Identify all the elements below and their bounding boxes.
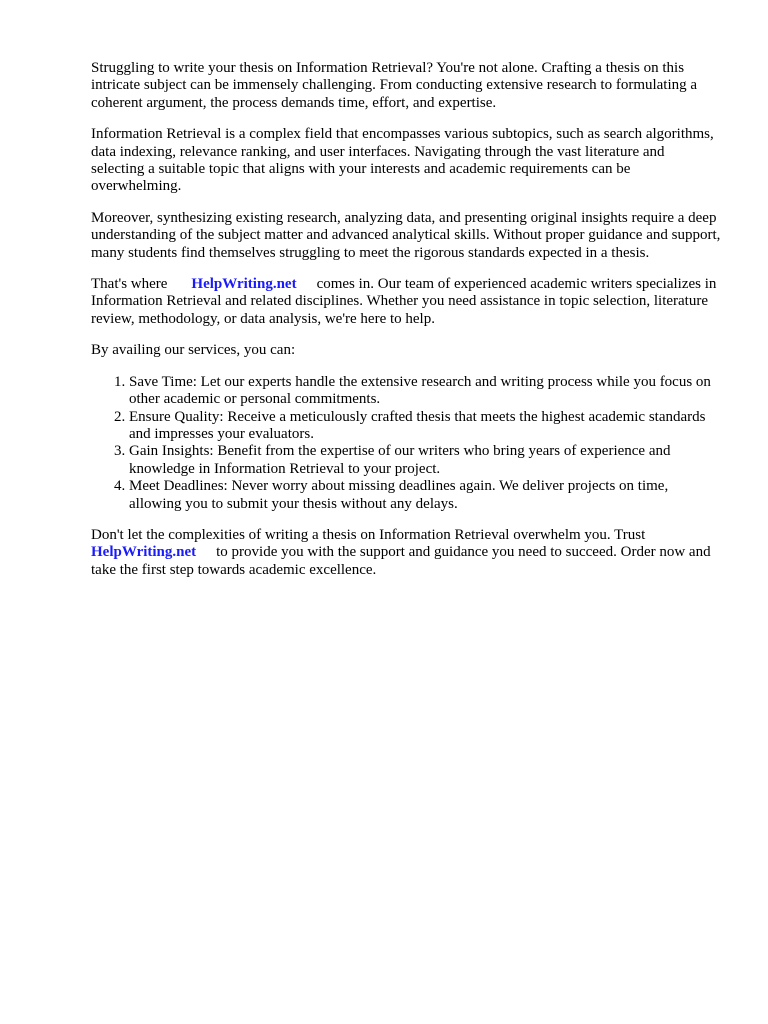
closing-text-before-link: Don't let the complexities of writing a thesis on Information Retrieval overwhelm you. Trust <box>91 526 646 543</box>
paragraph-struggling: Struggling to write your thesis on Information Retrieval? You're not alone. Crafting a thesis on this intricate subject can be immensely challenging. From conducting extensive research to formulating a coherent argument, the process demands time, effort, and expertise. <box>91 60 698 111</box>
paragraph-challenges: Moreover, synthesizing existing research, analyzing data, and presenting original insights require a deep understanding of the subject matter and advanced analytical skills. Without proper guidance and support, many students find themselves struggling to meet the rigorous standards expected in a thesis. <box>91 209 721 261</box>
helpwriting-link-closing[interactable]: HelpWriting.net <box>91 544 197 561</box>
paragraph-field-overview: Information Retrieval is a complex field that encompasses various subtopics, such as search algorithms, data indexing, relevance ranking, and user interfaces. Navigating through the vast literature and selecting a suitable topic that aligns with your interests and academic requirements can be overwhelming. <box>91 126 714 195</box>
benefit-item-gain-insights: 3. Gain Insights: Benefit from the expertise of our writers who bring years of experience and knowledge in Information Retrieval to your project. <box>129 443 721 478</box>
list-intro: By availing our services, you can: <box>91 342 296 359</box>
benefit-item-ensure-quality: 2. Ensure Quality: Receive a meticulously crafted thesis that meets the highest academic standards and impresses your evaluators. <box>129 409 721 444</box>
paragraph-closing <box>91 527 721 579</box>
closing-text-after-link: to provide you with the support and guidance you need to succeed. Order now and take the first step towards academic excellence. <box>91 544 711 578</box>
intro-text-before-link: That's where <box>91 276 168 293</box>
helpwriting-link[interactable]: HelpWriting.net <box>191 276 297 293</box>
benefit-item-save-time: 1. Save Time: Let our experts handle the extensive research and writing process while you focus on other academic or personal commitments. <box>129 374 721 409</box>
benefits-list <box>91 374 721 513</box>
intro-text-after-link: comes in. Our team of experienced academic writers specializes in Information Retrieval and related disciplines. Whether you need assistance in topic selection, literature review, methodology, or data analysis, we're here to help. <box>91 276 717 327</box>
document-page <box>91 60 721 593</box>
paragraph-service-intro <box>91 276 721 328</box>
benefit-item-meet-deadlines: 4. Meet Deadlines: Never worry about missing deadlines again. We deliver projects on time, allowing you to submit your thesis without any delays. <box>129 478 721 513</box>
